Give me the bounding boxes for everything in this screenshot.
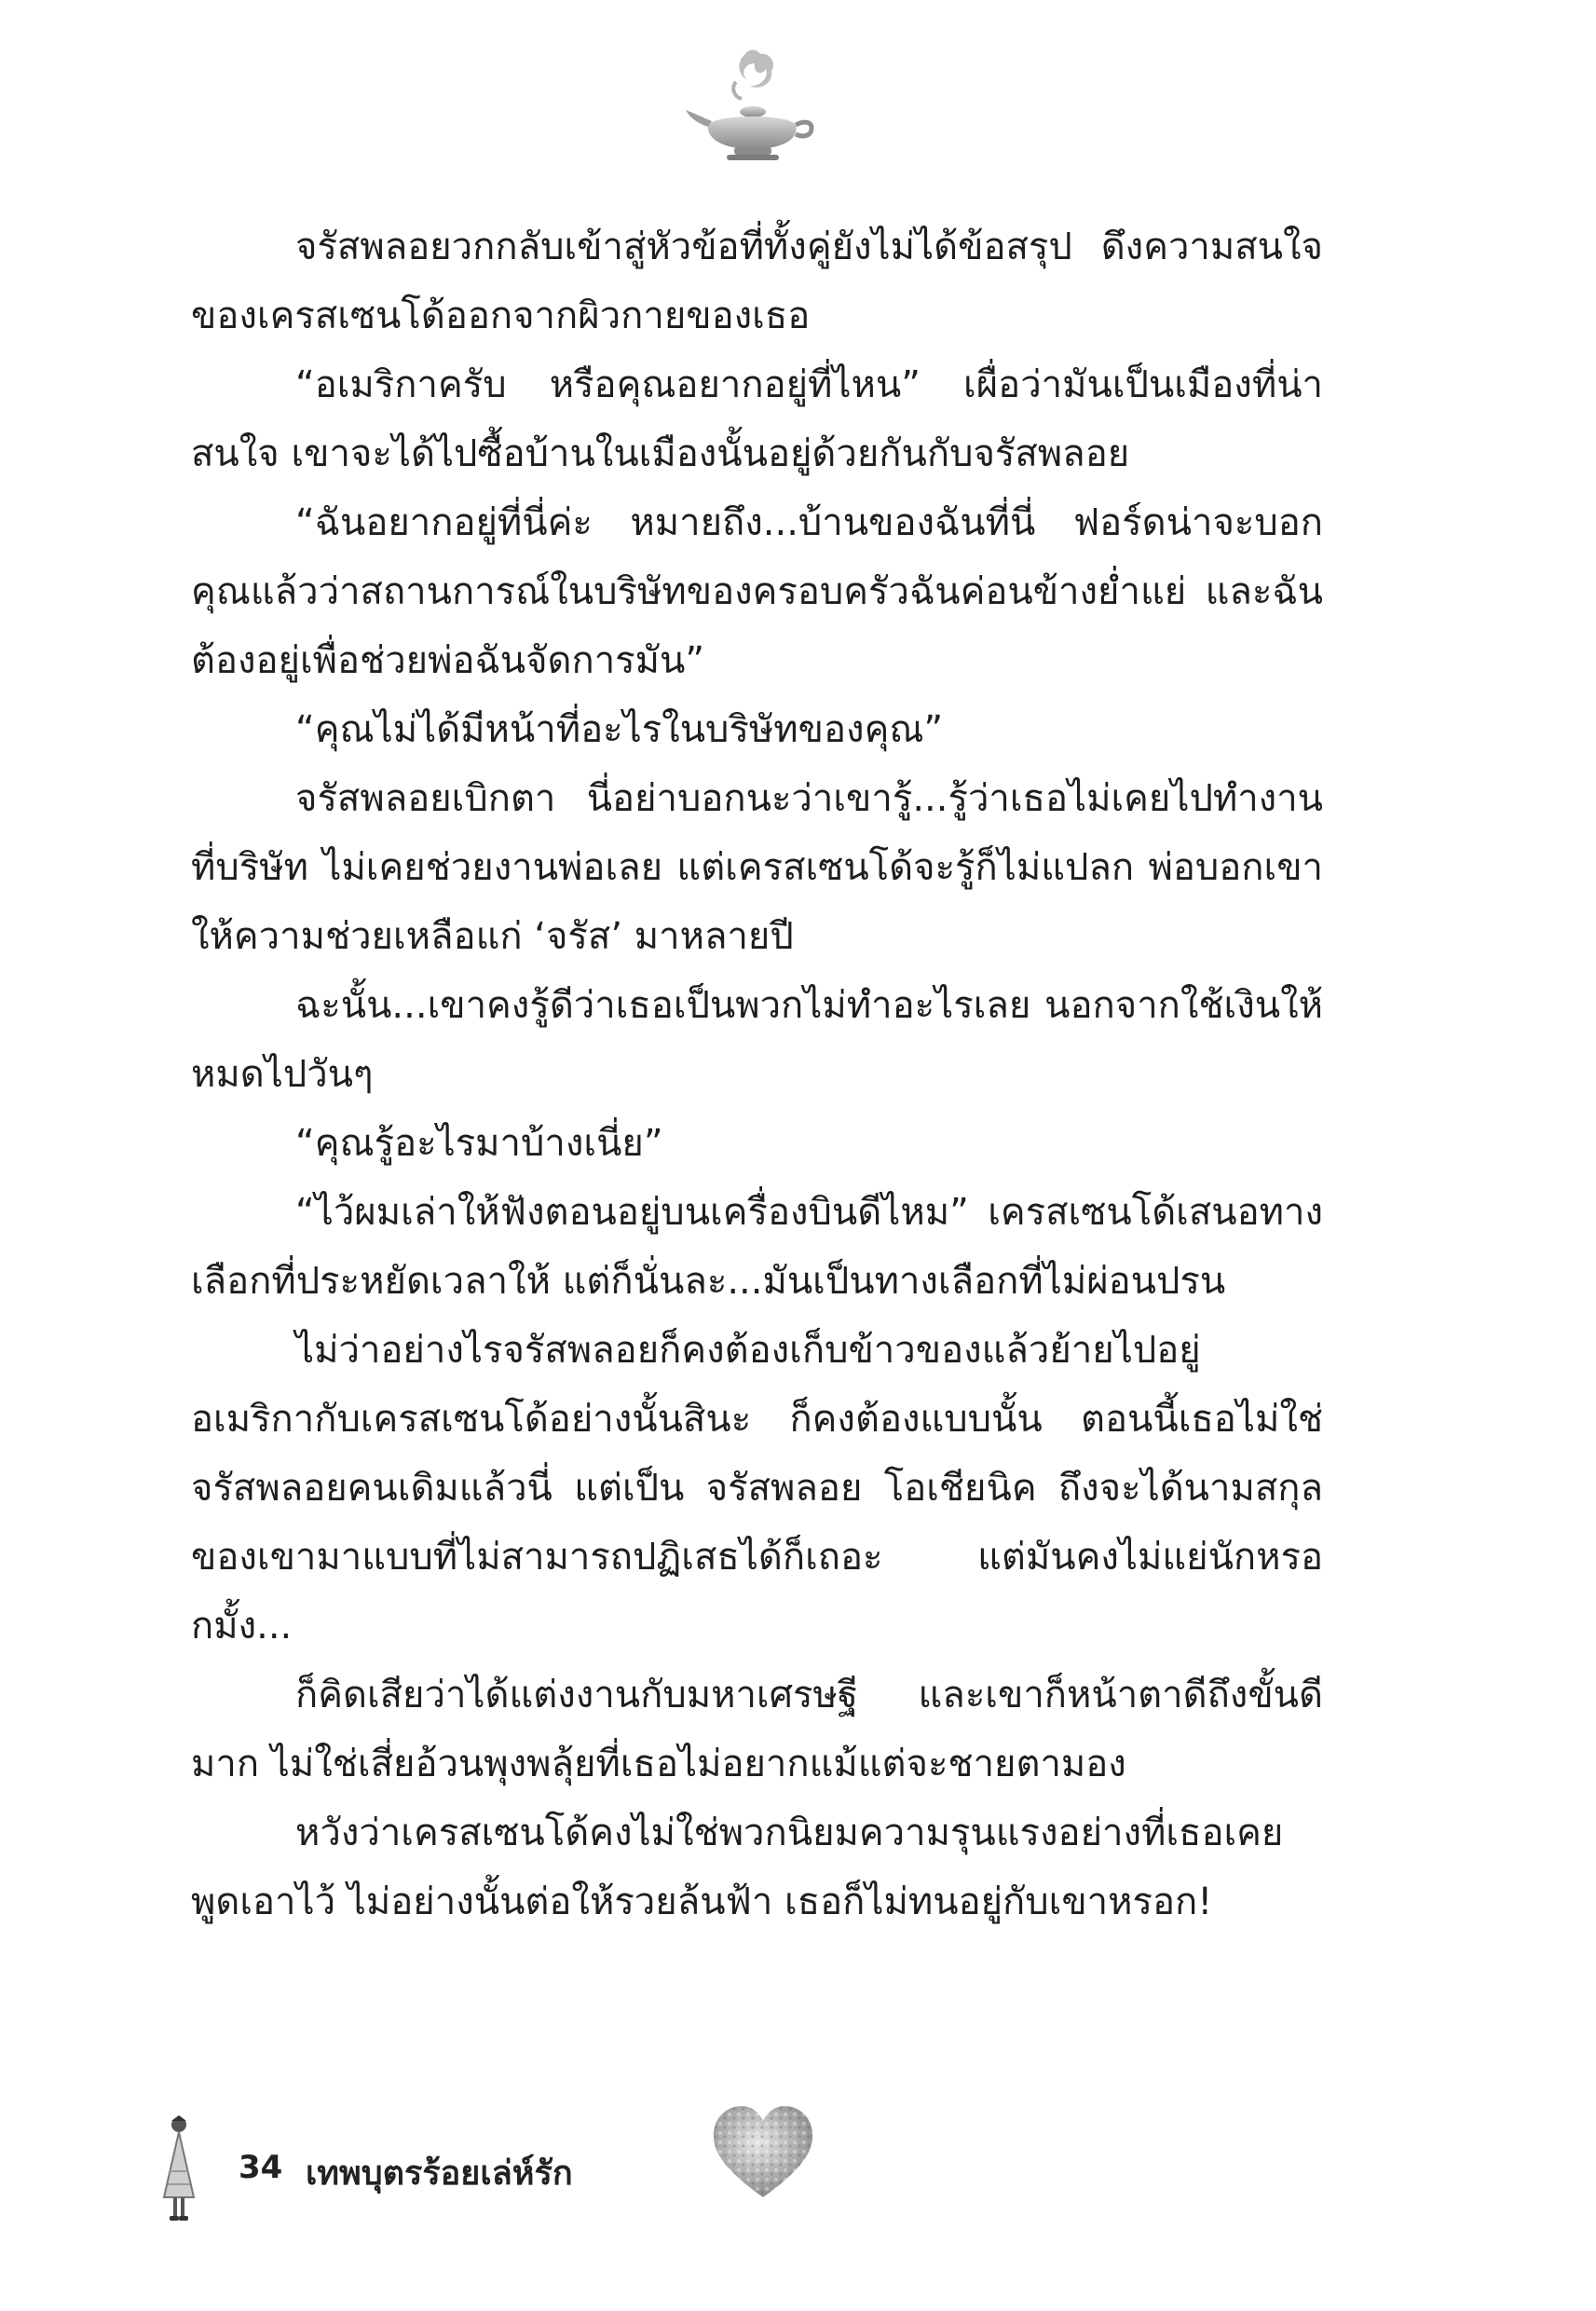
paragraph: “ฉันอยากอยู่ที่นี่ค่ะ หมายถึง...บ้านของฉันที่นี่ ฟอร์ดน่าจะบอกคุณแล้วว่าสถานการณ์ในบริษัทของครอบครัวฉันค่อนข้างย่ำแย่ และฉันต้องอยู่เพื่อช่วยพ่อฉันจัดการมัน” bbox=[191, 501, 1323, 682]
page-number: 34 bbox=[239, 2149, 283, 2186]
paragraph: “คุณไม่ได้มีหน้าที่อะไรในบริษัทของคุณ” bbox=[295, 708, 944, 751]
paragraph: หวังว่าเครสเซนโด้คงไม่ใช่พวกนิยมความรุนแรงอย่างที่เธอเคยพูดเอาไว้ ไม่อย่างนั้นต่อให้รวยล้นฟ้า เธอก็ไม่ทนอยู่กับเขาหรอก! bbox=[191, 1812, 1284, 1923]
paragraph: ก็คิดเสียว่าได้แต่งงานกับมหาเศรษฐี และเขาก็หน้าตาดีถึงขั้นดีมาก ไม่ใช่เสี่ยอ้วนพุงพลุ้ยที่เธอไม่อยากแม้แต่จะชายตามอง bbox=[191, 1674, 1323, 1785]
book-title: เทพบุตรร้อยเล่ห์รัก bbox=[306, 2154, 573, 2193]
heart-icon bbox=[708, 2102, 818, 2201]
paragraph: “ไว้ผมเล่าให้ฟังตอนอยู่บนเครื่องบินดีไหม” เครสเซนโด้เสนอทางเลือกที่ประหยัดเวลาให้ แต่ก็นั่นละ...มันเป็นทางเลือกที่ไม่ผ่อนปรน bbox=[191, 1191, 1323, 1303]
paragraph: จรัสพลอยวกกลับเข้าสู่หัวข้อที่ทั้งคู่ยังไม่ได้ข้อสรุป ดึงความสนใจของเครสเซนโด้ออกจากผิวกายของเธอ bbox=[191, 226, 1323, 337]
paragraph: “อเมริกาครับ หรือคุณอยากอยู่ที่ไหน” เผื่อว่ามันเป็นเมืองที่น่าสนใจ เขาจะได้ไปซื้อบ้านในเมืองนั้นอยู่ด้วยกันกับจรัสพลอย bbox=[191, 363, 1323, 475]
paragraph: ไม่ว่าอย่างไรจรัสพลอยก็คงต้องเก็บข้าวของแล้วย้ายไปอยู่อเมริกากับเครสเซนโด้อย่างนั้นสินะ ก็คงต้องแบบนั้น ตอนนี้เธอไม่ใช่จรัสพลอยคนเดิมแล้วนี่ แต่เป็น จรัสพลอย โอเชียนิค ถึงจะได้นามสกุลของเขามาแบบที่ไม่สามารถปฏิเสธได้ก็เถอะ แต่มันคงไม่แย่นักหรอกมั้ง... bbox=[191, 1329, 1323, 1648]
fairy-figure-icon bbox=[158, 2115, 199, 2225]
body-text bbox=[191, 212, 1323, 1936]
paragraph: จรัสพลอยเบิกตา นี่อย่าบอกนะว่าเขารู้...รู้ว่าเธอไม่เคยไปทำงานที่บริษัท ไม่เคยช่วยงานพ่อเลย แต่เครสเซนโด้จะรู้ก็ไม่แปลก พ่อบอกเขาให้ความช่วยเหลือแก่ ‘จรัส’ มาหลายปี bbox=[191, 777, 1323, 958]
genie-lamp-icon bbox=[680, 45, 820, 166]
paragraph: “คุณรู้อะไรมาบ้างเนี่ย” bbox=[295, 1122, 663, 1165]
paragraph: ฉะนั้น...เขาคงรู้ดีว่าเธอเป็นพวกไม่ทำอะไรเลย นอกจากใช้เงินให้หมดไปวันๆ bbox=[191, 984, 1323, 1096]
